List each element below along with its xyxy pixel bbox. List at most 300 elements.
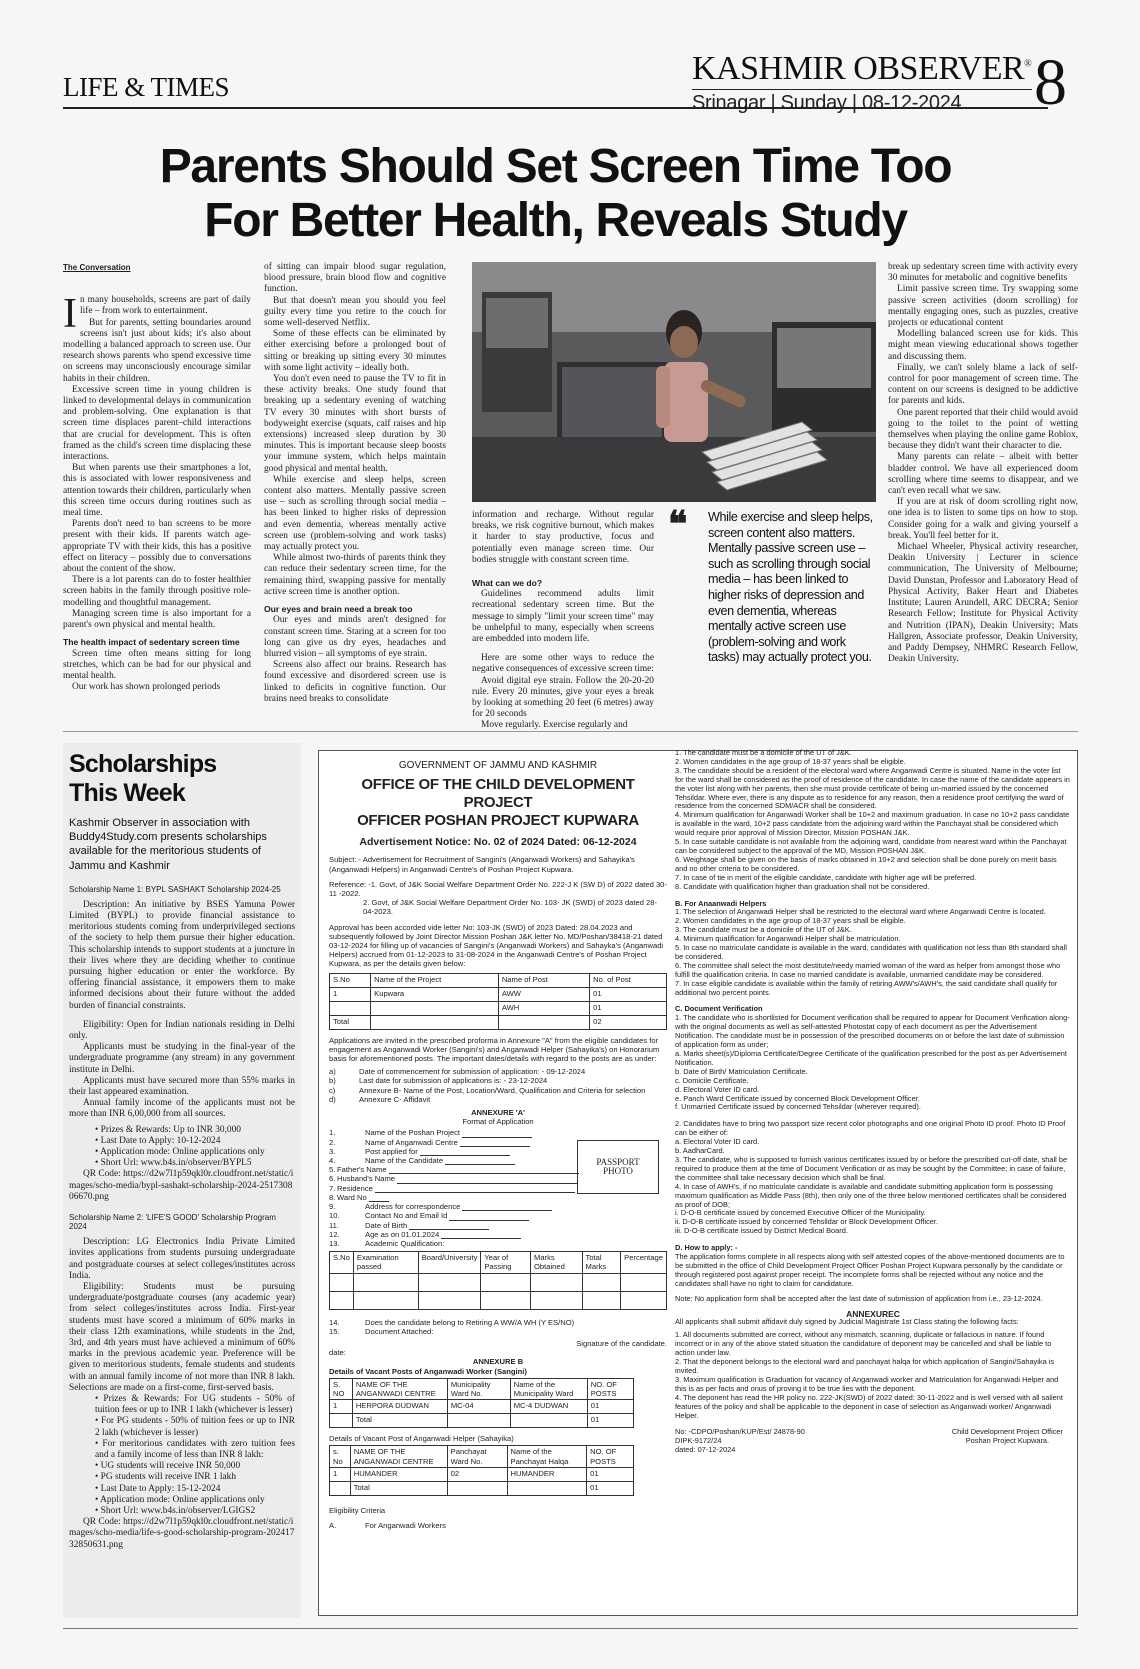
table-row <box>330 987 667 1001</box>
article-photo <box>472 262 876 502</box>
drop-cap: I <box>63 291 77 338</box>
table-cell: 01 <box>587 1467 634 1481</box>
criteria-item: 3. The candidate should be a resident of the electoral ward where Anganwadi Centre is situated. Name in the voter list for the ward shall be considered as the proof of residence of the candidate. In case the name of the candidate appears in the voter list along with her parents, then she must provide certificate of being un-married issued by the concerned Tehsildar. Where ever, there is any dispute as to residence for any reason, then a residence proof certifying the ward of residence from the concerned SDM/ACR shall be considered. <box>675 765 1070 811</box>
section-d-title: D. How to apply: - <box>675 1243 738 1253</box>
reference-number: No: -CDPO/Poshan/KUP/Est/ 24878-90 <box>675 1427 805 1437</box>
field-label: Age as on 01.01.2024 <box>365 1229 440 1239</box>
scholarship-description: Description: LG Electronics India Private Limited invites applications from students pursuing undergraduate and postgraduate courses at select colleges/institutes across India. <box>69 1237 295 1281</box>
item-text: Annexure C- Affidavit <box>359 1094 431 1104</box>
table-cell <box>330 1414 353 1428</box>
table-cell[interactable] <box>353 1291 418 1309</box>
criteria-item: 1. The candidate who is shortlisted for Document verification shall be required to appear for Document Verification along-with the original documents as well as self-attested Photostat copy of each document as per the Advertisement Notification. The candidate must be in possession of the prescribed documents on or before the last date of submission of application form as under; <box>675 1013 1070 1050</box>
section-c-title: C. Document Verification <box>675 1004 763 1014</box>
field-label: Post applied for <box>365 1146 418 1156</box>
affidavit-intro: All applicants shall submit affidavit duly signed by Judicial Magistrate 1st Class stating the following facts: <box>675 1317 1019 1327</box>
notice-right-column <box>675 749 1071 1611</box>
table-cell: AWH <box>498 1001 589 1015</box>
blank-line[interactable] <box>389 1165 579 1174</box>
field-number: 7. <box>329 1183 336 1193</box>
subheading: Our eyes and brain need a break too <box>264 604 413 615</box>
table-cell: s. No <box>330 1446 351 1467</box>
paragraph: There is a lot parents can do to foster healthier screen habits in the family through positive role-modelling and thoughtful management. <box>63 575 251 608</box>
paragraph: Finally, we can't solely blame a lack of self-control for poor management of screen time. The content on our screens is designed to be addictive for parents and kids. <box>888 362 1078 407</box>
format-title: Format of Application <box>462 1117 534 1127</box>
blank-line[interactable] <box>375 1184 575 1193</box>
table-cell: NO. OF POSTS <box>587 1446 634 1467</box>
eligibility: Applicants must have secured more than 55% marks in their last appeared examination. <box>69 1075 295 1098</box>
annexure-c-title: ANNEXUREC <box>846 1308 900 1319</box>
table-row <box>330 1015 667 1029</box>
paragraph: Modelling balanced screen use for kids. This might mean viewing educational shows together and discussing them. <box>888 329 1078 362</box>
article-column-4 <box>888 262 1078 720</box>
table-cell[interactable] <box>621 1291 667 1309</box>
table-cell: 01 <box>587 1400 633 1414</box>
table-row <box>330 1291 667 1309</box>
quote-mark-icon: ❝ <box>668 503 688 544</box>
passport-photo-box: PASSPORT PHOTO <box>577 1140 659 1194</box>
list-item: • Prizes & Rewards: For UG students - 50% of tuition fees or up to INR 1 lakh (whichever is lesser) <box>95 1393 295 1416</box>
qr-code-link[interactable]: QR Code: https://d2w7l1p59qkl0r.cloudfront.net/static/images/scho-media/life-s-good-scholarship-program-20241732850631.png <box>69 1517 295 1550</box>
list-item: • Last Date to Apply: 10-12-2024 <box>95 1135 221 1146</box>
posts-table <box>329 973 667 1030</box>
application-form <box>329 1128 667 1248</box>
table-cell: Year of Passing <box>481 1252 531 1273</box>
paragraph: of sitting can impair blood sugar regulation, blood pressure, brain blood flow and cognitive function. <box>264 262 446 295</box>
table-cell[interactable] <box>621 1273 667 1291</box>
criteria-item: 6. The committee shall select the most destitute/needy married woman of the ward as helper from amongst those who fulfill the qualification criteria. In case no married candidate is available, unmarried candidate may be considered. <box>675 960 1061 979</box>
notice-footer <box>675 1428 1071 1455</box>
field-number: 8. <box>329 1192 336 1202</box>
section-label: LIFE & TIMES <box>63 72 230 102</box>
subheading: What can we do? <box>472 578 543 589</box>
list-item: • Last Date to Apply: 15-12-2024 <box>95 1483 221 1494</box>
item-marker: d) <box>329 1094 336 1104</box>
item-marker: a) <box>329 1067 336 1077</box>
table-cell[interactable] <box>330 1291 354 1309</box>
table-cell <box>371 1001 499 1015</box>
field-number: 4. <box>329 1156 336 1166</box>
headline-line-2: For Better Health, Reveals Study <box>204 194 907 247</box>
table-cell: S. NO <box>330 1378 353 1399</box>
dipk-number: DIPK-9172/24 <box>675 1436 722 1446</box>
table-cell: Name of the Municipality Ward <box>510 1378 587 1399</box>
table-cell: NO. OF POSTS <box>587 1378 633 1399</box>
table-cell: 01 <box>587 1414 633 1428</box>
table-header <box>330 973 667 987</box>
blank-line[interactable] <box>460 1138 530 1147</box>
table-cell: HUMANDER <box>507 1467 587 1481</box>
criteria-item: 4. In case of AWH's, if no matriculate candidate is available and candidate submitting application form is possessing maximum qualification as Middle Pass (8th), then only one of the three below mentioned certificates shall be considered as proof of DOB; <box>675 1181 1067 1209</box>
table-cell: Total <box>350 1481 447 1495</box>
notice-invitation: Applications are invited in the prescribed proforma in Annexure "A" from the eligible candidates for engagement as Anganwadi Worker (Sangini's) and Anganwadi Helper (Sahayika's) on Honorarium basis for aforementioned posts. The important dates/details with regard to the posts are as under: <box>329 1035 660 1064</box>
paragraph: Managing screen time is also important for a parent's own physical and mental health. <box>63 608 251 631</box>
eligibility-criteria-title: Eligibility Criteria <box>329 1505 386 1515</box>
paragraph: n many households, screens are part of daily life – from work to entertainment. <box>80 295 251 317</box>
table-cell <box>330 1001 371 1015</box>
worker-vacancy-table <box>329 1378 634 1428</box>
headline-line-1: Parents Should Set Screen Time Too <box>159 140 952 193</box>
item-text: Last date for submission of applications is: - 23-12-2024 <box>359 1076 548 1086</box>
field-number: 5. <box>329 1165 336 1175</box>
table-cell[interactable] <box>531 1273 583 1291</box>
paragraph: If you are at risk of doom scrolling right now, one idea is to listen to some tips on how to stop. Consider going for a walk and giving yourself a break. You'll feel better for it. <box>888 497 1078 541</box>
article-column-1 <box>63 262 251 720</box>
list-item: • Application mode: Online applications only <box>95 1147 265 1158</box>
officer-title: Child Development Project Officer <box>951 1427 1063 1437</box>
table-cell[interactable] <box>481 1273 531 1291</box>
paragraph: But for parents, setting boundaries around screens isn't just about kids; it's also about modelling a balanced approach to screen use. Our research shows parents who spend excessive time on screens may unconsciously encourage similar habits in their children. <box>63 317 251 384</box>
paragraph: break up sedentary screen time with activity every 30 minutes for metabolic and cognitive benefits <box>888 262 1078 284</box>
advertisement-number: Advertisement Notice: No. 02 of 2024 Dated: 06-12-2024 <box>359 836 637 849</box>
paragraph: Screens also affect our brains. Research has found excessive and disordered screen use is linked to deficits in cognitive function. Our brains need breaks to consolidate <box>264 660 446 704</box>
criteria-item: d. Electoral Voter ID card. <box>675 1084 760 1094</box>
field-label: Husband's Name <box>337 1174 396 1184</box>
table-cell: S.No <box>330 973 371 987</box>
criteria-item: 1. The candidate must be a domicile of the UT of J&K. <box>675 748 852 757</box>
page-number: 8 <box>1034 46 1067 119</box>
eligibility: Annual family income of the applicants must not be more than INR 6,00,000 from all sources. <box>69 1098 295 1120</box>
table-cell: No. of Post <box>590 973 667 987</box>
criteria-item: 4. Minimum qualification for Anganwadi Worker shall be 10+2 and maximum graduation. In case no 10+2 pass candidate is available in the ward, 10+2 pass candidate from the adjoining ward within the Panchayat shall be considered which would require prior approval of Mission Director, Mission POSHAN J&K. <box>675 810 1070 838</box>
table-row <box>330 1467 634 1481</box>
notice-left-column <box>329 761 667 1611</box>
paragraph: You don't even need to pause the TV to fit in these activity breaks. One study found that breaking up a sedentary evening of watching TV every 30 minutes with short bursts of bodyweight exercise (squats, calf raises and hip extensions) increased sleep duration by 30 minutes. This is important because sleep boosts your immune system, which helps maintain good physical and mental health. <box>264 374 446 474</box>
dateline: Srinagar | Sunday | 08-12-2024 <box>692 92 962 114</box>
table-cell: 1 <box>330 987 371 1001</box>
subheading: The health impact of sedentary screen time <box>63 637 240 648</box>
blank-line[interactable] <box>462 1128 532 1137</box>
notice-government: GOVERNMENT OF JAMMU AND KASHMIR <box>398 760 598 771</box>
scholarship-1-list <box>69 1125 295 1170</box>
form-field <box>329 1239 667 1248</box>
table-cell <box>507 1481 587 1495</box>
form-field <box>329 1211 667 1220</box>
paragraph: Excessive screen time in young children is linked to developmental delays in communication and problem-solving. One explanation is that screen time displaces parent–child interactions that are crucial for development. This is often framed as the child's screen time displacing these interactions. <box>63 384 251 463</box>
table-header <box>330 1446 634 1467</box>
criteria-item: iii. D-O-B certificate issued by District Medical Board. <box>675 1226 848 1236</box>
article-column-2 <box>264 262 446 720</box>
table-cell: AWW <box>498 987 589 1001</box>
table-cell: 1 <box>330 1400 353 1414</box>
table-cell[interactable] <box>582 1273 621 1291</box>
scholarships-title <box>69 750 295 808</box>
field-label: Name of Anganwadi Centre <box>365 1137 458 1147</box>
office-line-1: OFFICE OF THE CHILD DEVELOPMENT PROJECT <box>361 776 635 812</box>
criteria-item: 7. In case eligible candidate is available within the family of retiring AWW's/AWH's, the said candidate shall qualify for additional two percent points. <box>675 978 1058 997</box>
form-field <box>329 1128 667 1137</box>
paragraph: Move regularly. Exercise regularly and <box>481 720 628 731</box>
table-cell: MC-4 DUDWAN <box>510 1400 587 1414</box>
table-cell <box>330 1481 351 1495</box>
scholarship-name: 'LIFE'S GOOD' Scholarship Program 2024 <box>69 1213 276 1232</box>
scholarship-2-heading <box>69 1213 295 1231</box>
paragraph: Our work has shown prolonged periods <box>72 682 221 693</box>
field-number: 6. <box>329 1174 336 1184</box>
criteria-item: i. D-O-B certificate issued by concerned Executive Officer of the Municipality. <box>675 1208 926 1218</box>
list-item <box>329 1086 667 1095</box>
table-cell <box>447 1481 507 1495</box>
paragraph: Avoid digital eye strain. Follow the 20-20-20 rule. Every 20 minutes, give your eyes a break by looking at something 20 feet (6 metres) away for 20 seconds <box>472 675 654 720</box>
table-cell: Name of the Panchayat Halqa <box>507 1446 587 1467</box>
scholarship-label: Scholarship Name 2: <box>69 1213 144 1223</box>
table-row <box>330 1400 634 1414</box>
paragraph: Some of these effects can be eliminated by either exercising before a prolonged bout of sitting or breaking up sitting every 30 minutes with some light activity – ideally both. <box>264 329 446 373</box>
section-divider <box>63 731 1078 732</box>
criteria-item: 6. Weightage shall be given on the basis of marks obtained in 10+2 and selection shall be done purely on merit basis and no other criteria to be considered. <box>675 854 1057 873</box>
criteria-item: 2. Women candidates in the age group of 18-37 years shall be eligible. <box>675 756 906 766</box>
blank-line[interactable] <box>441 1230 521 1239</box>
blank-line[interactable] <box>445 1156 515 1165</box>
eligibility: Applicants must be studying in the final-year of the undergraduate programme (any stream) in any government institute in Delhi. <box>69 1042 295 1075</box>
annexure-b-title: ANNEXURE B <box>472 1357 524 1367</box>
table-header <box>330 1252 667 1273</box>
list-item[interactable]: • Short Url: www.b4s.in/observer/LGIGS2 <box>95 1505 256 1516</box>
list-item: • PG students will receive INR 1 lakh <box>95 1472 237 1483</box>
eligibility: Eligibility: Students must be pursuing undergraduate/postgraduate courses (any academic year) from select colleges/institutes across India. First-year students must have scored a minimum of 60% marks in their class 12th examinations, while students in the 2nd, 3rd, and 4th years must have achieved a minimum of 60% marks in the previous academic year. Preference will be given to meritorious students, female students and students with an annual family income of not more than INR 8 lakh. Selections are made on a first-come, first-served basis. <box>69 1281 295 1393</box>
list-item: • Prizes & Rewards: Up to INR 30,000 <box>95 1124 241 1135</box>
section-b-title: B. For Anaanwadi Helpers <box>675 898 767 908</box>
criteria-item: 5. In case no matriculate candidate is available in the ward, candidates with qualification not less than 8th standard shall be considered. <box>675 943 1067 961</box>
paragraph: Our eyes and minds aren't designed for constant screen time. Staring at a screen for too long can give us dry eyes, headaches and blurred vision – all symptoms of eye strain. <box>264 615 446 659</box>
table-cell: Examination passed <box>353 1252 418 1273</box>
important-dates <box>329 1067 667 1104</box>
field-number: 11. <box>329 1220 339 1230</box>
criteria-item: c. Domicile Certificate. <box>675 1075 749 1085</box>
paragraph: Guidelines recommend adults limit recreational sedentary screen time. But the message to simply "limit your screen time" may be unhelpful to many, especially when screens are embedded into modern life. <box>472 589 654 645</box>
table-cell: HUMANDER <box>350 1467 447 1481</box>
notice-date: dated: 07-12-2024 <box>675 1445 736 1455</box>
signature-label: Signature of the candidate. <box>576 1338 667 1348</box>
scholarship-1-body <box>69 900 295 1203</box>
table-cell: 01 <box>590 987 667 1001</box>
list-item <box>329 1095 667 1104</box>
blank-line[interactable] <box>449 1211 529 1220</box>
form-field <box>329 1202 667 1211</box>
criteria-item: f. Unmarried Certificate issued by concerned Tehsildar (wherever required). <box>675 1102 921 1112</box>
criteria-item: a. Marks sheet(s)/Diploma Certificate/Degree Certificate of the qualification prescribed for the post as per Advertisement Notification. <box>675 1049 1067 1067</box>
table-cell <box>447 1414 510 1428</box>
table-row <box>330 1001 667 1015</box>
criteria-item: b. AadharCard. <box>675 1146 725 1156</box>
affidavit-item: 1. All documents submitted are correct, without any mismatch, scanning, duplicate or fallacious in nature. If found incorrect or in any of the above stated situation the candidature of deponent may be cancelled and shall be liable to action under law. <box>675 1330 1052 1358</box>
notice-subject: Subject: - Advertisement for Recruitment of Sangini's (Anganwadi Workers) and Sahayika's (Anganwadi Helpers) in Anganwadi Centre's of Poshan Project Kupwara. <box>329 855 635 874</box>
field-label: Father's Name <box>337 1165 387 1175</box>
item-text: Annexure B- Name of the Post, Location/Ward, Qualification and Criteria for selection <box>359 1085 646 1095</box>
criteria-item: 4. Minimum qualification for Anganwadi Helper shall be matriculation. <box>675 934 901 944</box>
table-cell: 02 <box>447 1467 507 1481</box>
paragraph: Limit passive screen time. Try swapping some passive screen activities (doom scrolling) for mentally engaging ones, such as puzzles, creative projects or educational content <box>888 284 1078 329</box>
blank-line[interactable] <box>369 1193 389 1202</box>
table-cell[interactable] <box>330 1273 354 1291</box>
paragraph: Screen time often means sitting for long stretches, which can be bad for our physical and mental health. <box>63 648 251 681</box>
paragraph: One parent reported that their child would avoid going to the toilet to the point of wetting themselves when playing the online game Roblox, because they didn't want their character to die. <box>888 407 1078 452</box>
helper-vacancy-table <box>329 1445 634 1495</box>
annexure-a-title: ANNEXURE 'A' <box>471 1108 525 1118</box>
table-cell[interactable] <box>531 1291 583 1309</box>
list-item: • For PG students - 50% of tuition fees or up to INR 2 lakh (whichever is lesser) <box>95 1416 295 1438</box>
dateline-rule <box>692 89 1032 90</box>
affidavit-item: 4. The deponent has read the HR policy no. 222-JK(SWD) of 2022 dated: 30-11-2022 and is well versed with all salient features of the policy and shall be applicable to the deponent in case of selection as Anganwadi worker/ Anganwadi Helper. <box>675 1392 1063 1420</box>
notice-approval: Approval has been accorded vide letter No: 103-JK (SWD) of 2023 Dated: 28.04.2023 and subsequently followed by Joint Director Mission Poshan J&K letter No. MD/Poshan/38418-21 dated 03-12-2024 for filling up of vacancies of Sangini's (Anganwadi Workers) and Sahayka's (Anganwadi Helpers) accrued from 01-12-2023 to 31-08-2024 in the Anganwadi Centre's of Poshan Project Kupwara, as per the details given below: <box>329 922 664 969</box>
scholarship-1-heading <box>69 885 295 894</box>
table-cell[interactable] <box>481 1291 531 1309</box>
item-marker: b) <box>329 1076 336 1086</box>
vacancy-helper-title: Details of Vacant Post of Anganwadi Helper (Sahayika) <box>329 1434 514 1444</box>
eligibility: Eligibility: Open for Indian nationals residing in Delhi only. <box>69 1019 295 1042</box>
notice-reference <box>675 1428 805 1455</box>
paragraph: Here are some other ways to reduce the negative consequences of excessive screen time: <box>472 653 654 675</box>
table-cell[interactable] <box>418 1291 481 1309</box>
qualification-table <box>329 1251 667 1309</box>
table-cell: 01 <box>587 1481 634 1495</box>
field-label: Does the candidate belong to Retiring A WW/A WH (Y ES/NO) <box>365 1317 575 1327</box>
list-item: • Application mode: Online applications only <box>95 1494 265 1505</box>
table-cell: Total Marks <box>582 1252 621 1273</box>
photo-illustration <box>472 262 876 502</box>
footer-rule <box>63 1628 1078 1629</box>
blank-line[interactable] <box>462 1202 552 1211</box>
table-cell: Panchayat Ward No. <box>447 1446 507 1467</box>
table-cell <box>510 1414 587 1428</box>
date-label: date: <box>329 1348 346 1358</box>
blank-line[interactable] <box>397 1174 577 1183</box>
criteria-item: a. Electoral Voter ID card. <box>675 1137 760 1147</box>
table-header <box>330 1378 634 1399</box>
field-label: Address for correspondence <box>365 1202 461 1212</box>
headline <box>63 140 1048 248</box>
criteria-item: e. Panch Ward Certificate issued by concerned Block Development Officer. <box>675 1093 920 1103</box>
criteria-item: 7. In case of tie in merit of the eligible candidate, candidate with higher age will be preferred. <box>675 872 977 882</box>
field-label: Name of the Candidate <box>365 1156 444 1166</box>
notice-reference-1: Reference: -1. Govt, of J&K Social Welfare Department Order No. 222-J K (SW D) of 2022 dated 30-11 -2022. <box>329 879 667 899</box>
table-cell: Marks Obtained <box>531 1252 583 1273</box>
scholarship-description: Description: An initiative by BSES Yamuna Power Limited (BYPL) to provide financial assistance to meritorious students coming from underprivileged sections of the society to help them pursue their higher education. This scholarship intends to support students at a juncture in their lives where they are deciding whether to continue pursuing higher education or enter the workforce. By offering financial assistance, it empowers them to make informed decisions about their future without the added burden of financial constraints. <box>69 899 295 1011</box>
item-marker: c) <box>329 1085 336 1095</box>
field-label: Contact No and Email Id <box>365 1211 448 1221</box>
blank-line[interactable] <box>409 1221 489 1230</box>
paragraph: While exercise and sleep helps, screen content also matters. Mentally passive screen use – such as scrolling through social media – has been linked to higher risks of depression and even dementia, whereas mentally active screen use (problem-solving and work tasks) may actually protect you. <box>264 474 446 553</box>
field-number: 14. <box>329 1317 340 1327</box>
office-line-2: OFFICER POSHAN PROJECT KUPWARA <box>357 812 639 830</box>
criteria-item: 1. The selection of Anganwadi Helper shall be restricted to the electoral ward where Anganwadi Centre is located. <box>675 907 1046 917</box>
item-text: For Anganwadi Workers <box>365 1520 446 1530</box>
list-item <box>329 1067 667 1076</box>
field-number: 13. <box>329 1238 340 1248</box>
table-cell: Total <box>352 1414 447 1428</box>
table-cell[interactable] <box>582 1291 621 1309</box>
paragraph: But that doesn't mean you should you feel guilty every time you retire to the couch for some well-deserved Netflix. <box>264 295 446 329</box>
field-number: 2. <box>329 1137 336 1147</box>
list-item: • For meritorious candidates with zero tuition fees and a family income of less than INR 8 lakh: <box>95 1438 295 1460</box>
table-cell: S.No <box>330 1252 354 1273</box>
table-cell: Total <box>330 1015 371 1029</box>
criteria-item: 2. Candidates have to bring two passport size recent color photographs and one original Photo ID proof. Photo ID Proof can be either of: <box>675 1119 1066 1138</box>
criteria-item: 3. The candidate must be a domicile of the UT of J&K. <box>675 925 852 935</box>
affidavit-item: 2. That the deponent belongs to the electoral ward and panchayat halqa for which application of Sangini/Sahayika is invited. <box>675 1357 1055 1375</box>
issuing-officer <box>952 1428 1071 1455</box>
table-cell: 02 <box>590 1015 667 1029</box>
field-number: 10. <box>329 1211 340 1221</box>
table-row <box>330 1481 634 1495</box>
form-field <box>329 1221 667 1230</box>
table-cell: NAME OF THE ANGANWADI CENTRE <box>352 1378 447 1399</box>
criteria-item: ii. D-O-B certificate issued by concerned Tehsildar or Block Development Officer. <box>675 1217 939 1227</box>
table-row <box>330 1414 634 1428</box>
table-cell: Kupwara <box>371 987 499 1001</box>
criteria-item: b. Date of Birth/ Matriculation Certificate. <box>675 1066 808 1076</box>
paragraph: Many parents can relate – albeit with better bladder control. We have all experienced doom scrolling where time seems to disappear, and we can't even recall what we saw. <box>888 452 1078 497</box>
field-label: Date of Birth <box>365 1220 408 1230</box>
field-label: Academic Qualification: <box>365 1238 445 1248</box>
scholarship-2-body <box>69 1237 295 1551</box>
table-cell <box>498 1015 589 1029</box>
field-number: 15. <box>329 1326 340 1336</box>
list-item <box>329 1076 667 1085</box>
field-label: Ward No <box>337 1192 367 1202</box>
notice-reference-2: 2. Govt, of J&K Social Welfare Department Order No. 103- JK (SWD) of 2023 dated 28-04-2023. <box>363 898 658 917</box>
field-number: 3. <box>329 1146 336 1156</box>
registered-mark: ® <box>1024 58 1032 70</box>
article-column-3 <box>472 510 654 731</box>
table-cell: 01 <box>590 1001 667 1015</box>
article-source: The Conversation <box>63 263 131 272</box>
list-item: • UG students will receive INR 50,000 <box>95 1461 241 1472</box>
paragraph: While almost two-thirds of parents think they can reduce their sedentary screen time, for the remaining third, swapping passive for mentally active screen time is another option. <box>264 553 446 597</box>
title-line-1: Scholarships <box>69 750 217 778</box>
notice-note: Note: No application form shall be accepted after the last date of submission of application from i.e., 23-12-2024. <box>675 1293 1043 1303</box>
paragraph: But when parents use their smartphones a lot, this is associated with lower responsiveness and attention towards their children, particularly when this screen time occurs during routines such as meal time. <box>63 463 251 519</box>
criteria-item: 8. Candidate with qualification higher than graduation shall not be considered. <box>675 881 930 891</box>
affidavit-item: 3. Maximum qualification is Graduation for vacancy of Anganwadi worker and Matriculation for Anganwadi Helper and this is as per facts and onus of proving it to be true lies with the deponent. <box>675 1374 1059 1393</box>
form-field <box>329 1230 667 1239</box>
criteria-item: 3. The candidate, who is supposed to furnish various certificates issued by or before the prescribed cut-off date, shall be required to produce them at the time of Document Verification or as may be sought by the Committee; in case of failure, the committee shall take necessary decision which shall be final. <box>675 1154 1068 1182</box>
scholarship-2-list <box>69 1394 295 1517</box>
table-row <box>330 1273 667 1291</box>
qr-code-link[interactable]: QR Code: https://d2w7l1p59qkl0r.cloudfront.net/static/images/scho-media/bypl-sashakt-scholarship-2024-251730806670.png <box>69 1169 294 1202</box>
scholarship-name: BYPL SASHAKT Scholarship 2024-25 <box>145 884 281 894</box>
field-number: 9. <box>329 1202 336 1212</box>
table-cell[interactable] <box>353 1273 418 1291</box>
list-item[interactable]: • Short Url: www.b4s.in/observer/BYPL5 <box>95 1158 252 1169</box>
table-cell: NAME OF THE ANGANWADI CENTRE <box>350 1446 447 1467</box>
table-cell: HERPORA DUDWAN <box>352 1400 447 1414</box>
form-field <box>329 1318 667 1327</box>
field-number: 1. <box>329 1128 336 1138</box>
table-cell: Percentage <box>621 1252 667 1273</box>
field-label: Name of the Poshan Project <box>365 1128 460 1138</box>
eligibility-section <box>329 1521 667 1530</box>
vacancy-worker-title: Details of Vacant Posts of Anganwadi Worker (Sangini) <box>329 1366 527 1376</box>
officer-office: Poshan Project Kupwara. <box>965 1436 1050 1446</box>
scholarships-box <box>63 743 301 1618</box>
field-number: 12. <box>329 1229 340 1239</box>
blank-line[interactable] <box>420 1147 510 1156</box>
table-cell[interactable] <box>418 1273 481 1291</box>
masthead <box>692 50 1031 88</box>
government-notice <box>318 750 1078 1616</box>
table-cell: 1 <box>330 1467 351 1481</box>
field-label: Document Attached: <box>365 1326 434 1336</box>
table-cell <box>371 1015 499 1029</box>
criteria-item: 2. Women candidates in the age group of 18-37 years shall be eligible. <box>675 916 906 926</box>
table-cell: Municipality Ward No. <box>447 1378 510 1399</box>
table-cell: Name of the Project <box>371 973 499 987</box>
form-field <box>329 1327 667 1336</box>
table-cell: MC-04 <box>447 1400 510 1414</box>
paragraph: Parents don't need to ban screens to be more present with their kids. If parents watch age-appropriate TV with their kids, this has a positive effect on literacy – possibly due to conversations about the content of the show. <box>63 519 251 575</box>
title-line-2: This Week <box>69 779 185 807</box>
notice-office <box>329 776 667 830</box>
